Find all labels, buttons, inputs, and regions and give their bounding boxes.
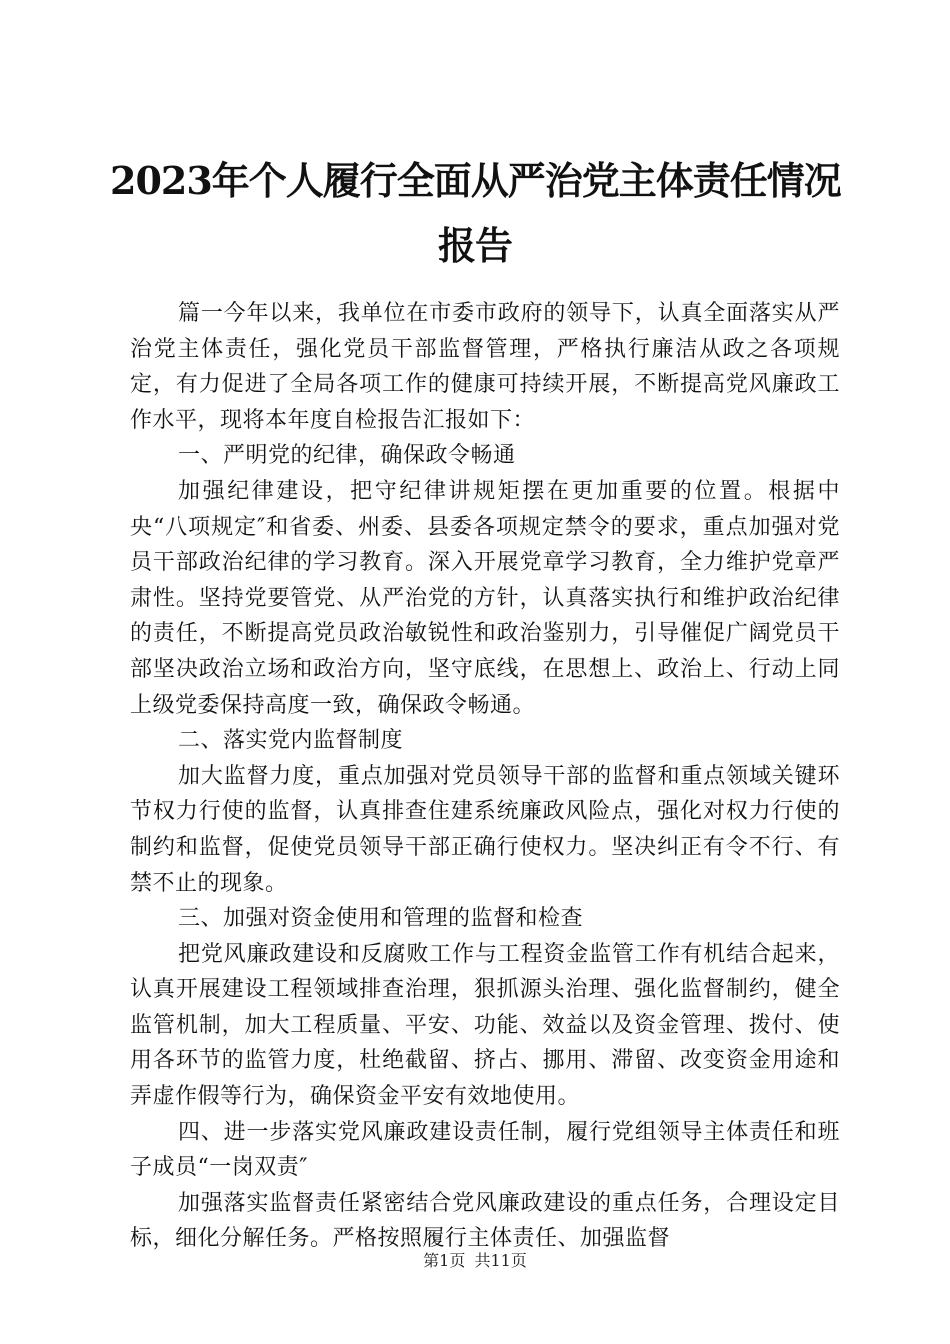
section-heading-3: 三、加强对资金使用和管理的监督和检查 xyxy=(178,906,584,932)
section-heading-4: 四、进一步落实党风廉政建设责任制，履行党组领导主体责任和班子成员“一岗双责″ xyxy=(130,1119,840,1181)
paragraph-section-3: 把党风廉政建设和反腐败工作与工程资金监管工作有机结合起来，认真开展建设工程领域排查治理，狠抓源头治理、强化监督制约，健全监管机制，加大工程质量、平安、功能、效益以及资金管理、拨付、使用各环节的监管力度，杜绝截留、挤占、挪用、滞留、改变资金用途和弄虚作假等行为，确保资金平安有效地使用。 xyxy=(130,941,840,1110)
paragraph-section-1: 加强纪律建设，把守纪律讲规矩摆在更加重要的位置。根据中央“八项规定″和省委、州委、县委各项规定禁令的要求，重点加强对党员干部政治纪律的学习教育。深入开展党章学习教育，全力维护党章严肃性。坚持党要管党、从严治党的方针，认真落实执行和维护政治纪律的责任，不断提高党员政治敏锐性和政治鉴别力，引导催促广阔党员干部坚决政治立场和政治方向，坚守底线，在思想上、政治上、行动上同上级党委保持高度一致，确保政令畅通。 xyxy=(130,478,840,718)
section-heading-2: 二、落实党内监督制度 xyxy=(178,728,404,754)
paragraph-intro: 篇一今年以来，我单位在市委市政府的领导下，认真全面落实从严治党主体责任，强化党员干部监督管理，严格执行廉洁从政之各项规定，有力促进了全局各项工作的健康可持续开展，不断提高党风廉政工作水平，现将本年度自检报告汇报如下： xyxy=(130,301,840,433)
document-title-line-1: 2023年个人履行全面从严治党主体责任情况 xyxy=(110,158,841,203)
page-total: 共11页 xyxy=(474,1251,527,1270)
document-title-line-2: 报告 xyxy=(437,223,512,268)
paragraph-section-4: 加强落实监督责任紧密结合党风廉政建设的重点任务，合理设定目标，细化分解任务。严格按照履行主体责任、加强监督 xyxy=(130,1190,840,1252)
document-body xyxy=(130,296,840,1257)
section-heading-1: 一、严明党的纪律，确保政令畅通 xyxy=(178,443,516,469)
paragraph-section-2: 加大监督力度，重点加强对党员领导干部的监督和重点领域关键环节权力行使的监督，认真排查住建系统廉政风险点，强化对权力行使的制约和监督，促使党员领导干部正确行使权力。坚决纠正有令不行、有禁不止的现象。 xyxy=(130,763,840,896)
page-footer xyxy=(0,1248,950,1271)
page-number: 第1页 xyxy=(423,1251,466,1270)
